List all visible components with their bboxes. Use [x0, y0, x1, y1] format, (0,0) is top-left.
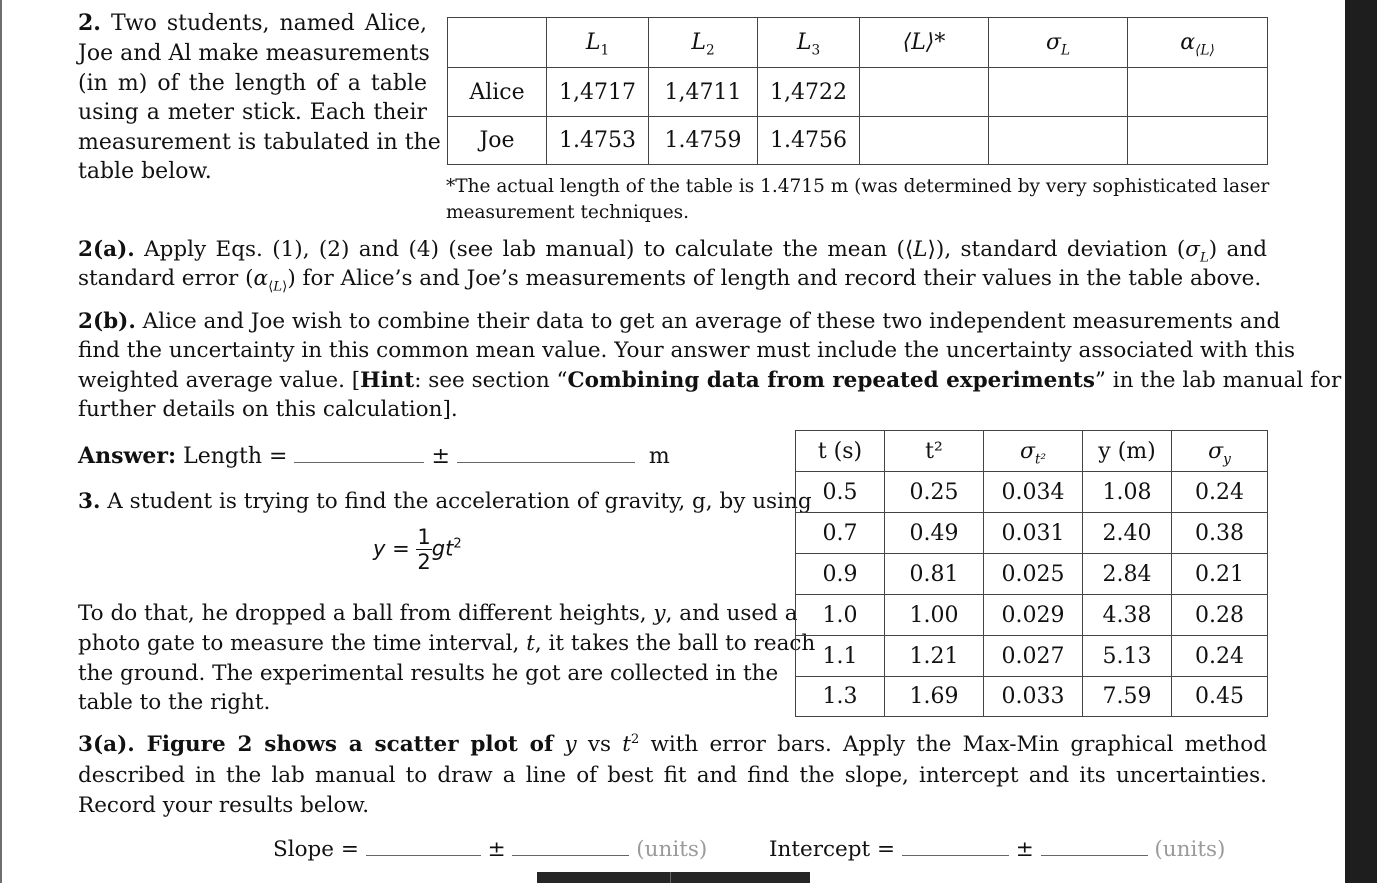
mean-input-cell[interactable]	[860, 68, 989, 117]
fall-data-table	[795, 430, 1268, 717]
plus-minus: ±	[1015, 837, 1034, 862]
plus-minus: ±	[487, 837, 506, 862]
length-value-blank[interactable]	[294, 444, 424, 463]
cell: 1.4756	[758, 117, 860, 165]
alpha-input-cell[interactable]	[1128, 68, 1268, 117]
header-mean: ⟨L⟩*	[860, 18, 989, 68]
row-name: Alice	[448, 68, 547, 117]
sigma-input-cell[interactable]	[989, 68, 1128, 117]
answer-line	[78, 442, 670, 472]
header-l2: $L_2$	[649, 18, 758, 68]
intercept-units: (units)	[1154, 837, 1226, 862]
header-sigma: $\sigma_L$	[989, 18, 1128, 68]
intercept-value-blank[interactable]	[902, 837, 1009, 856]
table-row-joe	[448, 117, 1268, 165]
length-table	[447, 17, 1268, 165]
sigma-input-cell[interactable]	[989, 117, 1128, 165]
equation: y = $\frac{1}{2}$ $gt^2$	[373, 525, 462, 574]
table-row: 0.9 0.81 0.025 2.84 0.21	[796, 554, 1268, 595]
header-l3: $L_3$	[758, 18, 860, 68]
cell: 1.4753	[547, 117, 649, 165]
table-row: 0.5 0.25 0.034 1.08 0.24	[796, 472, 1268, 513]
header-sigma-y: $\sigma_y$	[1172, 431, 1268, 472]
intercept-label: Intercept =	[769, 837, 895, 862]
q3-line1: 3. A student is trying to find the acceleration of gravity, g, by using	[78, 489, 812, 514]
alpha-input-cell[interactable]	[1128, 117, 1268, 165]
scrollbar-area[interactable]	[1345, 0, 1377, 883]
slope-value-blank[interactable]	[366, 837, 481, 856]
cell: 1,4711	[649, 68, 758, 117]
footnote-line1: *The actual length of the table is 1.4715 m (was determined by very sophisticated laser	[446, 176, 1270, 197]
table-row: 1.3 1.69 0.033 7.59 0.45	[796, 677, 1268, 717]
header-sigma-t2: $\sigma_{t^2}$	[984, 431, 1083, 472]
header-l1: $L_1$	[547, 18, 649, 68]
table-row: 1.0 1.00 0.029 4.38 0.28	[796, 595, 1268, 636]
length-uncertainty-blank[interactable]	[457, 444, 635, 463]
bottom-toolbar[interactable]	[537, 872, 810, 883]
intercept-uncertainty-blank[interactable]	[1041, 837, 1148, 856]
length-label: Length =	[183, 444, 288, 469]
header-t: t (s)	[796, 431, 885, 472]
header-y: y (m)	[1083, 431, 1172, 472]
slope-uncertainty-blank[interactable]	[512, 837, 629, 856]
results-line	[273, 835, 1225, 865]
page-left-edge	[0, 0, 2, 883]
length-table-header	[448, 18, 1268, 68]
cell: 1,4722	[758, 68, 860, 117]
footnote-line2: measurement techniques.	[446, 202, 690, 223]
q2-number: 2.	[78, 10, 101, 36]
header-empty	[448, 18, 547, 68]
slope-units: (units)	[636, 837, 708, 862]
table-row-alice	[448, 68, 1268, 117]
length-unit: m	[648, 444, 670, 469]
fall-table-header	[796, 431, 1268, 472]
header-t2: t²	[885, 431, 984, 472]
header-alpha: $\alpha_{⟨L⟩}$	[1128, 18, 1268, 68]
answer-label: Answer:	[78, 443, 177, 469]
cell: 1,4717	[547, 68, 649, 117]
table-row: 0.7 0.49 0.031 2.40 0.38	[796, 513, 1268, 554]
plus-minus: ±	[431, 444, 450, 469]
slope-label: Slope =	[273, 837, 359, 862]
mean-input-cell[interactable]	[860, 117, 989, 165]
cell: 1.4759	[649, 117, 758, 165]
table-row: 1.1 1.21 0.027 5.13 0.24	[796, 636, 1268, 677]
row-name: Joe	[448, 117, 547, 165]
